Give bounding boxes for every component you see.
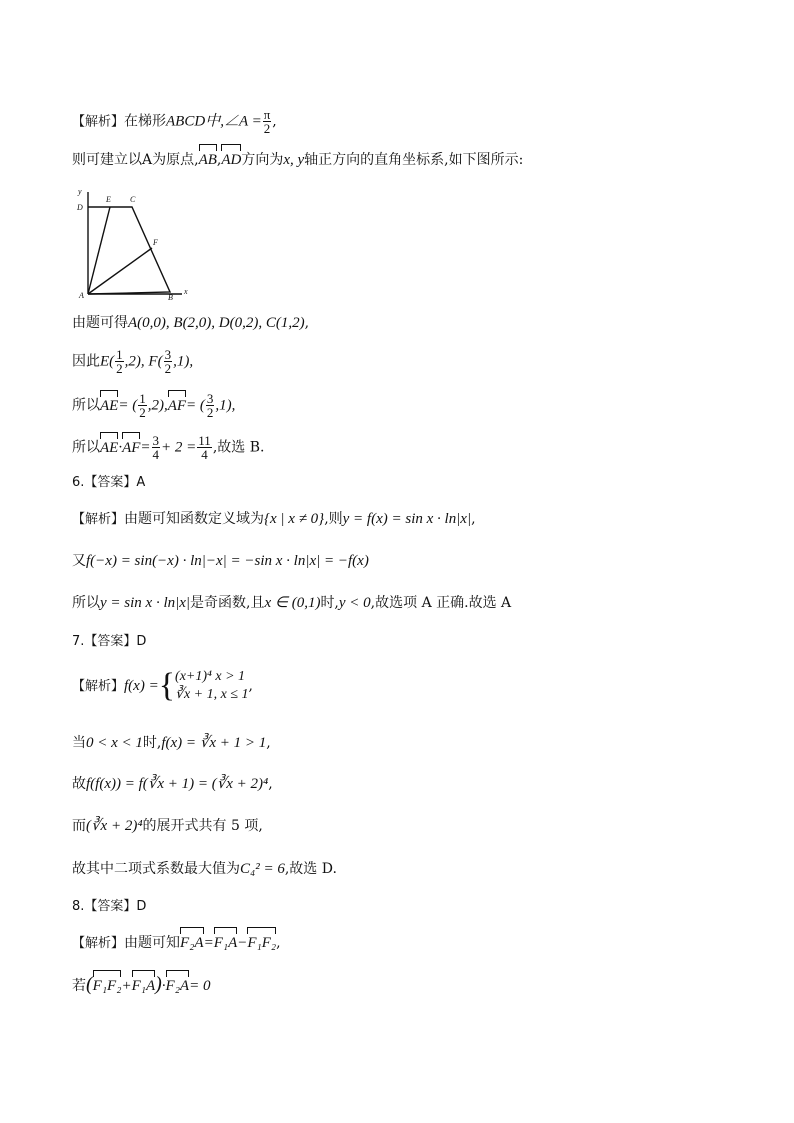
solution-line-5: 所以 AE= ( $\frac{1}{2}$ ,2), AF= ( $\frac{3}{2}$ ,1), bbox=[72, 391, 236, 420]
vector-ad: AD bbox=[221, 151, 241, 169]
label-f: F bbox=[153, 238, 158, 247]
fraction: $\frac{3}{4}$ bbox=[152, 433, 160, 462]
vector-f1f2: F₁F₂ bbox=[93, 977, 122, 995]
label-a: A bbox=[79, 291, 84, 300]
vector-f1a: F₁A bbox=[214, 934, 238, 952]
solution-line-1: 【解析】在梯形ABCD中,∠A = $\frac{\pi}{2}$ , bbox=[72, 107, 277, 136]
label-b: B bbox=[168, 293, 173, 302]
vector-af: AF bbox=[122, 439, 140, 457]
solution-line-13: 而(∛x + 2)⁴的展开式共有 5 项, bbox=[72, 818, 263, 834]
fraction: $\frac{3}{2}$ bbox=[164, 347, 172, 376]
solution-line-16: 若( F₁F₂+ F₁A)· F₂A= 0 bbox=[72, 975, 210, 995]
fraction: $\frac{\pi}{2}$ bbox=[263, 107, 271, 136]
solution-line-15: 【解析】由题可知 F₂A= F₁A− F₁F₂, bbox=[72, 934, 281, 953]
solution-line-10: 【解析】f(x) ={ (x+1)⁴ x > 1 ∛x + 1, x ≤ 1 , bbox=[72, 667, 253, 704]
solution-line-6: 所以 AE· AF= $\frac{3}{4}$ + 2 = $\frac{11}{4}$ ,故选 B. bbox=[72, 433, 265, 462]
vector-ae: AE bbox=[100, 397, 118, 415]
trapezoid-figure bbox=[72, 182, 202, 302]
vector-ae: AE bbox=[100, 439, 118, 457]
analysis-label: 【解析】 bbox=[72, 512, 125, 527]
question-6-answer: 6.【答案】A bbox=[72, 475, 146, 490]
fraction: $\frac{3}{2}$ bbox=[206, 391, 214, 420]
piecewise-cases: (x+1)⁴ x > 1 ∛x + 1, x ≤ 1 bbox=[175, 669, 249, 702]
label-c: C bbox=[130, 195, 136, 204]
fraction: $\frac{1}{2}$ bbox=[116, 347, 123, 376]
solution-line-2: 则可建立以A为原点, AB, AD方向为x, y轴正方向的直角坐标系,如下图所示: bbox=[72, 151, 523, 169]
fraction: $\frac{1}{2}$ bbox=[139, 391, 146, 420]
solution-line-4: 因此E( $\frac{1}{2}$ ,2), F( $\frac{3}{2}$ ,1), bbox=[72, 347, 194, 376]
left-brace: { bbox=[158, 667, 176, 704]
solution-line-11: 当0 < x < 1时,f(x) = ∛x + 1 > 1, bbox=[72, 735, 271, 751]
label-x: x bbox=[184, 287, 188, 296]
solution-line-3: 由题可得A(0,0), B(2,0), D(0,2), C(1,2), bbox=[72, 315, 310, 331]
label-y: y bbox=[78, 187, 82, 196]
question-8-answer: 8.【答案】D bbox=[72, 899, 147, 914]
vector-f1f2: F₁F₂ bbox=[247, 934, 276, 952]
question-7-answer: 7.【答案】D bbox=[72, 634, 147, 649]
solution-line-9: 所以y = sin x · ln|x|是奇函数,且x ∈ (0,1)时,y < 0,故选项 A 正确.故选 A bbox=[72, 595, 512, 611]
vector-af: AF bbox=[168, 397, 186, 415]
solution-line-14: 故其中二项式系数最大值为C₄² = 6,故选 D. bbox=[72, 861, 337, 877]
label-e: E bbox=[106, 195, 111, 204]
solution-line-12: 故f(f(x)) = f(∛x + 1) = (∛x + 2)⁴, bbox=[72, 776, 273, 792]
vector-f1a: F₁A bbox=[132, 977, 156, 995]
analysis-label: 【解析】 bbox=[72, 679, 125, 694]
solution-line-8: 又f(−x) = sin(−x) · ln|−x| = −sin x · ln|x| = −f(x) bbox=[72, 553, 369, 569]
analysis-label: 【解析】 bbox=[72, 114, 125, 130]
trapezoid-outline bbox=[88, 207, 170, 294]
vector-ab: AB bbox=[199, 151, 217, 169]
vector-f2a: F₂A bbox=[180, 934, 204, 952]
analysis-label: 【解析】 bbox=[72, 936, 125, 951]
label-d: D bbox=[77, 203, 83, 212]
fraction: $\frac{11}{4}$ bbox=[198, 433, 211, 462]
vector-f2a: F₂A bbox=[166, 977, 190, 995]
solution-line-7: 【解析】由题可知函数定义域为{x | x ≠ 0},则y = f(x) = sin x · ln|x|, bbox=[72, 511, 476, 527]
